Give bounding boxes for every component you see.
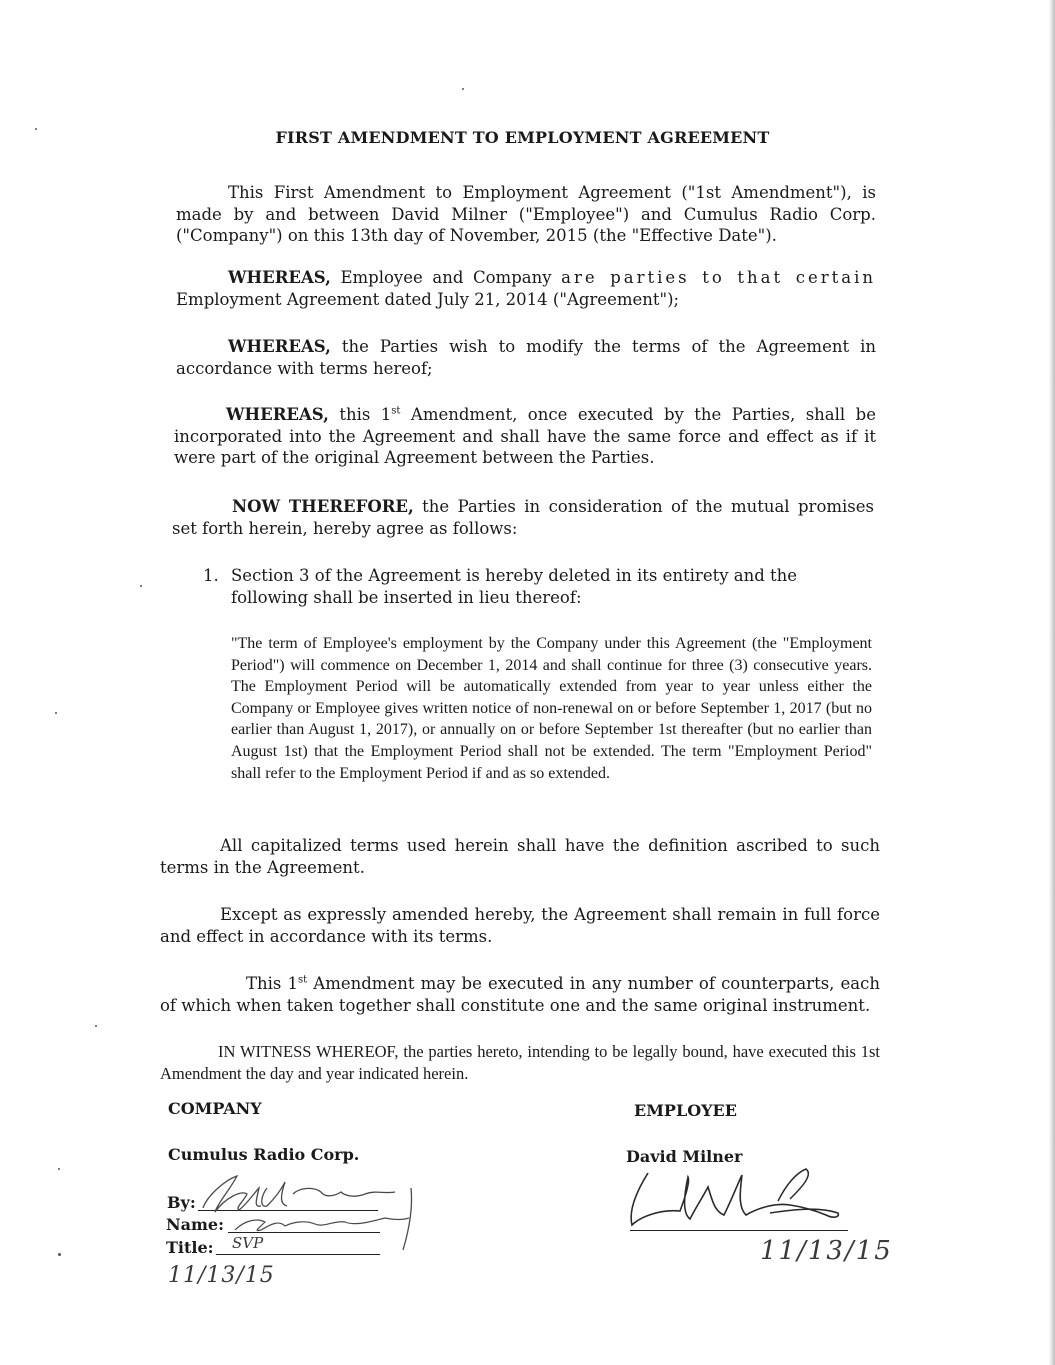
scan-speck bbox=[58, 1253, 61, 1256]
company-date-handwritten: 11/13/15 bbox=[168, 1263, 275, 1288]
scan-edge bbox=[1049, 0, 1055, 1365]
intro-text: This First Amendment to Employment Agreement ("1st Amendment"), is made by and between David Milner ("Employee") and Cumulus Radio Corp. ("Company") on this 13th day of November, 2015 (the "Effective Date"). bbox=[176, 183, 876, 245]
whereas-lead: WHEREAS, bbox=[226, 405, 329, 424]
witness-paragraph: IN WITNESS WHEREOF, the parties hereto, intending to be legally bound, have executed this 1st Amendment the day and year indicated herein. bbox=[160, 1042, 880, 1083]
scan-speck bbox=[462, 88, 464, 90]
counterparts-text: Amendment may be executed in any number of counterparts, each of which when taken together shall constitute one and the same original instrument. bbox=[160, 974, 880, 1015]
amended-section-quote: "The term of Employee's employment by the Company under this Agreement (the "Employment Period") will commence on December 1, 2014 and shall continue for three (3) consecutive years. The Employment Period will be automatically extended from year to year unless either the Company or Employee gives written notice of non-renewal on or before September 1, 2017 (but no earlier than August 1, 2017), or annually on or before September 1st thereafter (but no earlier than August 1st) that the Employment Period shall not be extended. The term "Employment Period" shall refer to the Employment Period if and as so extended. bbox=[231, 635, 872, 782]
whereas-paragraph-2 bbox=[176, 336, 876, 379]
now-therefore-paragraph bbox=[172, 496, 874, 539]
counterparts-paragraph bbox=[160, 973, 880, 1016]
capitalized-terms-paragraph: All capitalized terms used herein shall have the definition ascribed to such terms in the Agreement. bbox=[160, 836, 880, 877]
item-number: 1. bbox=[203, 566, 219, 585]
scan-speck bbox=[58, 1168, 60, 1170]
whereas-paragraph-1 bbox=[176, 267, 876, 310]
whereas-1-text-b: Employment Agreement dated July 21, 2014 ("Agreement"); bbox=[176, 289, 680, 309]
whereas-2-text: the Parties wish to modify the terms of the Agreement in accordance with terms hereof; bbox=[176, 337, 876, 378]
now-therefore-text: the Parties in consideration of the mutual promises set forth herein, hereby agree as follows: bbox=[172, 497, 875, 538]
whereas-lead: WHEREAS, bbox=[228, 268, 331, 287]
whereas-1-spaced-text: are parties to that certain bbox=[561, 268, 876, 287]
employee-heading: EMPLOYEE bbox=[634, 1101, 737, 1120]
item-1-text: Section 3 of the Agreement is hereby deleted in its entirety and the following shall be inserted in lieu thereof: bbox=[231, 566, 798, 607]
except-clause-paragraph: Except as expressly amended hereby, the Agreement shall remain in full force and effect in accordance with its terms. bbox=[160, 905, 880, 946]
whereas-1-text-a: Employee and Company bbox=[330, 268, 562, 287]
scan-speck bbox=[55, 712, 57, 714]
company-heading: COMPANY bbox=[168, 1099, 262, 1118]
whereas-3-text: Amendment, once executed by the Parties, shall be incorporated into the Agreement and shall have the same force and effect as if it were part of the original Agreement between the Parties. bbox=[174, 405, 876, 467]
employee-date-handwritten: 11/13/15 bbox=[760, 1236, 893, 1266]
company-title-handwritten: SVP bbox=[232, 1234, 264, 1252]
company-signature bbox=[195, 1168, 425, 1263]
title-label: Title: bbox=[166, 1238, 214, 1257]
employee-signature bbox=[620, 1155, 860, 1240]
name-label: Name: bbox=[166, 1215, 225, 1234]
whereas-3-sup: st bbox=[391, 405, 401, 417]
document-title: FIRST AMENDMENT TO EMPLOYMENT AGREEMENT bbox=[275, 128, 770, 147]
whereas-3-pre: this 1 bbox=[328, 405, 392, 424]
now-therefore-lead: NOW THEREFORE, bbox=[232, 497, 414, 516]
counterparts-sup: st bbox=[298, 974, 308, 986]
scan-speck bbox=[140, 585, 142, 587]
by-label: By: bbox=[167, 1193, 196, 1212]
scan-speck bbox=[95, 1025, 97, 1027]
employee-name: David Milner bbox=[626, 1147, 743, 1166]
whereas-paragraph-3 bbox=[174, 404, 876, 469]
intro-paragraph bbox=[176, 182, 876, 247]
counterparts-pre: This 1 bbox=[246, 974, 298, 993]
whereas-lead: WHEREAS, bbox=[228, 337, 331, 356]
company-name: Cumulus Radio Corp. bbox=[168, 1145, 360, 1164]
